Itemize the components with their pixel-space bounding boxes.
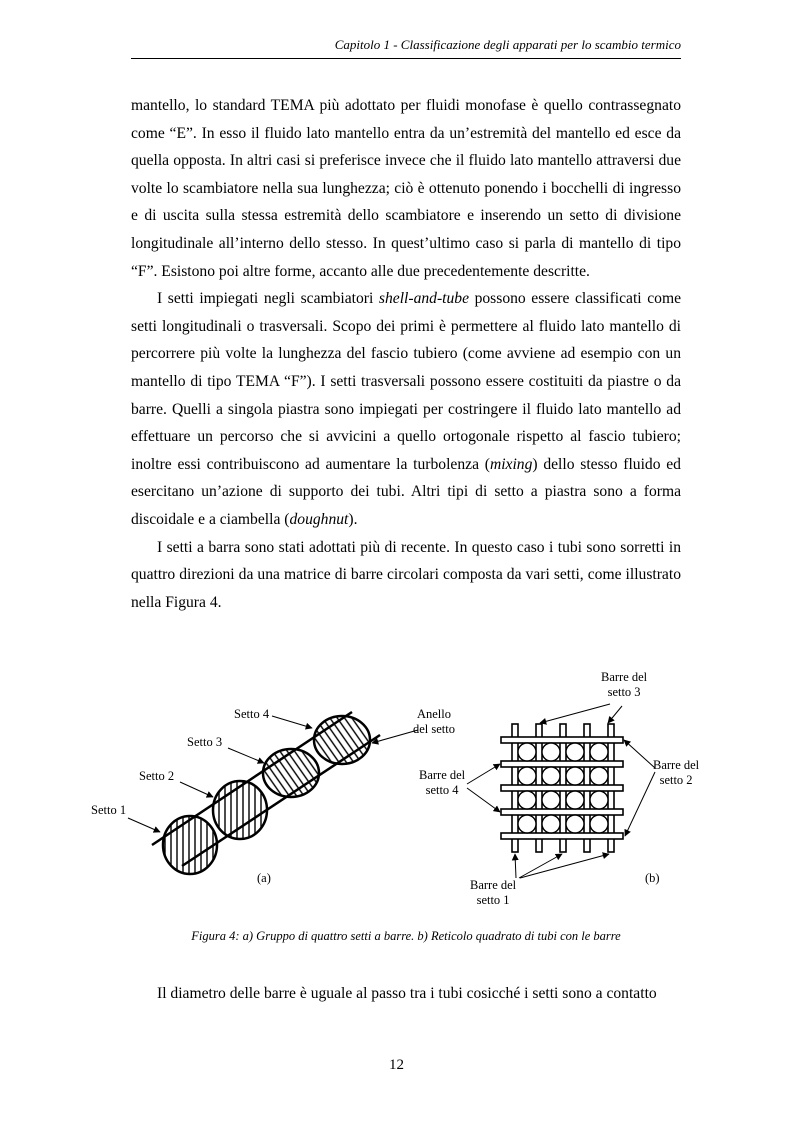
tube [590, 815, 608, 833]
label-barre-setto-1 [470, 878, 516, 908]
running-header: Capitolo 1 - Classificazione degli apparati per lo scambio termico [334, 37, 681, 52]
horizontal-bar [501, 833, 623, 839]
tube [566, 743, 584, 761]
arrow-setto-2-bars [624, 740, 655, 768]
horizontal-bar [501, 809, 623, 815]
tube [566, 767, 584, 785]
label-barre-setto-3 [601, 670, 647, 700]
panel-label-b: (b) [645, 871, 660, 885]
tube [542, 791, 560, 809]
label-line: Anello [416, 707, 452, 721]
label-setto-2: Setto 2 [139, 769, 175, 783]
text-run: “F”). I setti trasversali possono essere costituiti da piastre o da barre. Quelli a singola piastra sono impiegati per costringere il fluido lato mantello ad effettuare un percorso che si avvicini a quello ortogonale rispetto al fascio tubiero; inoltre essi contribuiscono ad aumentare la turbolenza ( [131, 372, 681, 473]
text-run: ) dello stesso fluido ed esercitano un’azione di supporto dei tubi. Altri tipi di setto a piastra sono a forma discoidale e a ciambella ( [131, 455, 681, 528]
tube [518, 815, 536, 833]
figure-4 [0, 660, 793, 920]
arrow-setto-1-bars [520, 854, 609, 878]
paragraph-4: Il diametro delle barre è uguale al passo tra i tubi cosicché i setti sono a contatto [157, 985, 657, 1002]
panel-a-baffles [128, 712, 418, 874]
panel-b-lattice [467, 704, 655, 878]
figure-caption: Figura 4: a) Gruppo di quattro setti a barre. b) Reticolo quadrato di tubi con le barre [191, 929, 621, 943]
label-line: Barre del [653, 758, 700, 772]
figure-drawing [0, 660, 793, 920]
label-anello-del-setto [413, 707, 455, 737]
arrow-setto-2 [180, 782, 213, 797]
horizontal-bar [501, 785, 623, 791]
arrow-setto-3-bars [608, 706, 622, 723]
text-run: I setti impiegati negli scambiatori [157, 290, 379, 308]
arrow-setto-3-bars [540, 704, 610, 723]
panel-label-a: (a) [257, 871, 271, 885]
arrow-setto-2-bars [625, 772, 655, 836]
tube [518, 743, 536, 761]
label-line: setto 4 [425, 783, 459, 797]
tube [566, 815, 584, 833]
label-setto-4: Setto 4 [234, 707, 270, 721]
italic-term: shell-and-tube [378, 290, 469, 308]
tube [566, 791, 584, 809]
text-run: più adottato per fluidi monofase è quello contrassegnato come “E”. In esso il fluido lato mantello entra da un’estremità del mantello ed esce da quella opposta. In altri casi si preferisce invece che il fluido lato mantello attraversi due volte lo scambiatore nella sua lunghezza; ciò è ottenuto ponendo i bocchelli di ingresso e di uscita sulla stessa estremità dello scambiatore e inserendo un setto di divisione longitudinale all’interno dello stesso. In quest’ultimo caso si parla di mantello di tipo “F”. Esistono poi altre forme, accanto alle due precedentemente descritte. [131, 97, 681, 280]
paragraph-1 [131, 92, 681, 285]
baffle-setto-1 [163, 816, 217, 874]
arrow-setto-4 [272, 716, 312, 728]
label-line: Barre del [601, 670, 648, 684]
italic-term: doughnut [289, 510, 349, 528]
arrow-setto-4-bars [467, 788, 500, 812]
italic-term: mixing [489, 455, 533, 473]
arrow-setto-1 [128, 818, 160, 832]
text-run: possono essere classificati come setti longitudinali o trasversali. Scopo dei primi è permettere al fluido lato mantello di percorrere più volte la lunghezza del fascio tubiero (come avviene ad esempio con un mantello di tipo [131, 290, 681, 390]
baffle-setto-4 [314, 716, 370, 764]
arrow-setto-4-bars [467, 764, 500, 784]
acronym-tema: TEMA [235, 372, 280, 390]
tube [542, 767, 560, 785]
paragraph-3: I setti a barra sono stati adottati più di recente. In questo caso i tubi sono sorretti in quattro direzioni da una matrice di barre circolari composta da vari setti, come illustrato nella Figura 4. [131, 538, 681, 611]
arrow-setto-3 [228, 748, 264, 763]
label-line: setto 2 [659, 773, 693, 787]
text-run: ). [348, 510, 358, 528]
header-rule [131, 58, 681, 59]
label-line: setto 3 [607, 685, 641, 699]
arrow-setto-1-bars [515, 854, 516, 878]
tube [518, 791, 536, 809]
tube [590, 767, 608, 785]
label-line: setto 1 [476, 893, 510, 907]
text-run: mantello, lo standard [131, 97, 271, 114]
label-barre-setto-4 [419, 768, 465, 798]
horizontal-bar [501, 737, 623, 743]
tube [542, 743, 560, 761]
label-line: del setto [413, 722, 456, 736]
label-barre-setto-2 [653, 758, 699, 788]
baffle-setto-2 [213, 781, 267, 839]
label-setto-3: Setto 3 [187, 735, 223, 749]
page-number: 12 [389, 1057, 404, 1073]
baffle-setto-3 [263, 749, 319, 797]
label-setto-1: Setto 1 [91, 803, 127, 817]
body-text [131, 92, 681, 616]
paragraph-2 [131, 285, 681, 533]
tube [590, 791, 608, 809]
horizontal-bar [501, 761, 623, 767]
label-line: Barre del [419, 768, 466, 782]
tube [542, 815, 560, 833]
acronym-tema: TEMA [270, 97, 314, 114]
tube [590, 743, 608, 761]
label-line: Barre del [470, 878, 517, 892]
arrow-setto-1-bars [519, 854, 562, 878]
tube [518, 767, 536, 785]
